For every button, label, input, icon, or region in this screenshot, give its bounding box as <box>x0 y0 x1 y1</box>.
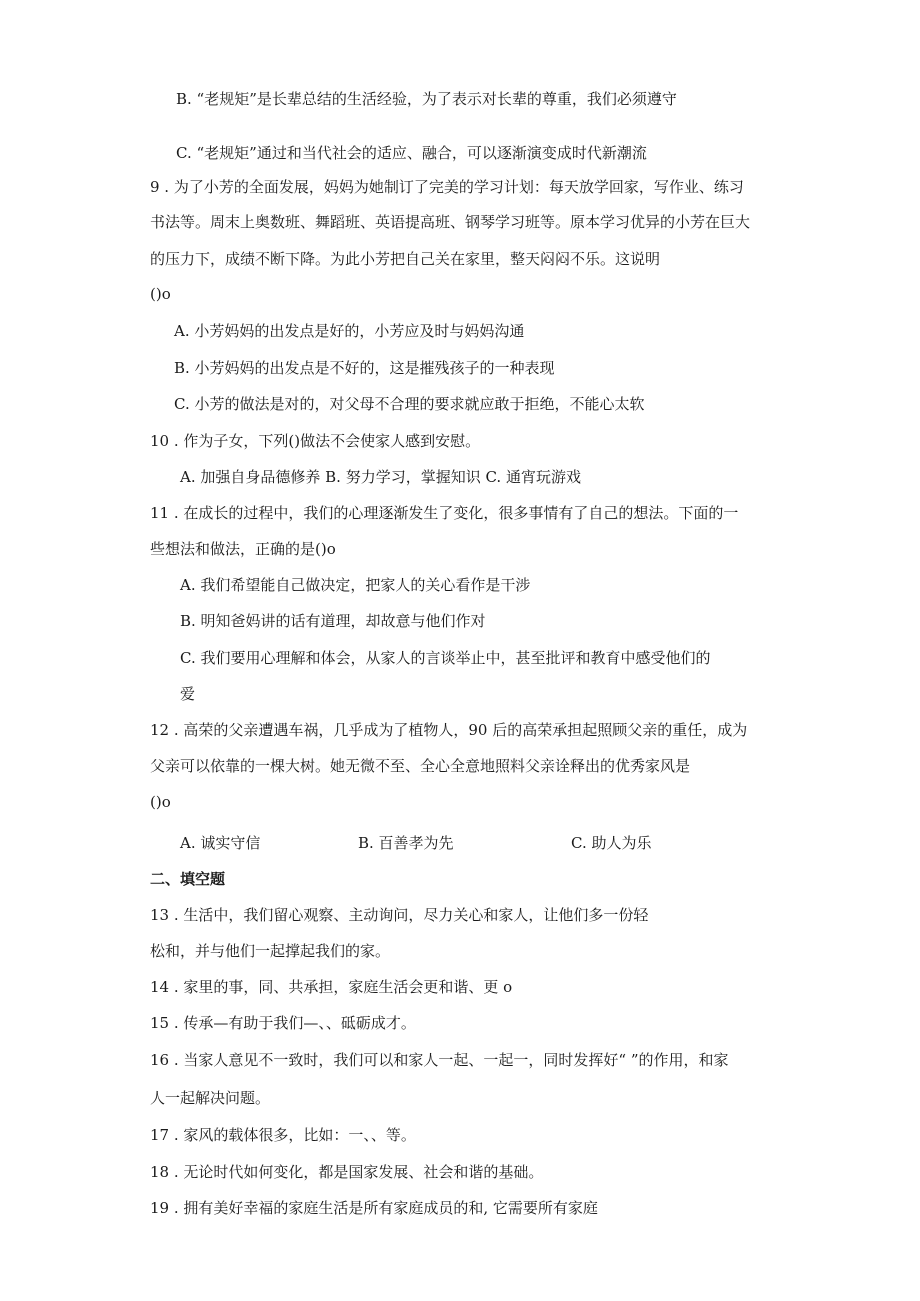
q12-stem-line1: 12 . 高荣的父亲遭遇车祸，几乎成为了植物人，90 后的高荣承担起照顾父亲的重任，成为 <box>150 721 748 739</box>
q10-stem: 10 . 作为子女，下列()做法不会使家人感到安慰。 <box>150 432 481 450</box>
q9-option-c: C. 小芳的做法是对的，对父母不合理的要求就应敢于拒绝，不能心太软 <box>174 395 645 413</box>
q15-line1: 15 . 传承—有助于我们—、、砥砺成才。 <box>150 1014 416 1032</box>
q18-line1: 18 . 无论时代如何变化，都是国家发展、社会和谐的基础。 <box>150 1163 544 1181</box>
section-heading-fill-in: 二、填空题 <box>150 870 226 888</box>
q12-option-b: B. 百善孝为先 <box>358 834 454 852</box>
q14-line1: 14 . 家里的事，同、共承担，家庭生活会更和谐、更 o <box>150 978 513 996</box>
q9-option-b: B. 小芳妈妈的出发点是不好的，这是摧残孩子的一种表现 <box>174 359 555 377</box>
q9-option-a: A. 小芳妈妈的出发点是好的，小芳应及时与妈妈沟通 <box>174 322 525 340</box>
q12-option-a: A. 诚实守信 <box>180 834 261 852</box>
q11-option-c-cont: 爱 <box>180 685 196 703</box>
q17-line1: 17 . 家风的载体很多，比如：一、、等。 <box>150 1126 416 1144</box>
q16-line1: 16 . 当家人意见不一致时，我们可以和家人一起、一起一，同时发挥好“ ”的作用，和家 <box>150 1051 729 1069</box>
q8-option-c: C. “老规矩”通过和当代社会的适应、融合，可以逐渐演变成时代新潮流 <box>176 144 647 162</box>
q11-option-c: C. 我们要用心理解和体会，从家人的言谈举止中，甚至批评和教育中感受他们的 <box>180 649 711 667</box>
q12-stem-line3: ()o <box>150 793 171 811</box>
q11-stem-line2: 些想法和做法，正确的是()o <box>150 540 336 558</box>
q9-stem-line4: ()o <box>150 285 171 303</box>
q16-line2: 人一起解决问题。 <box>150 1089 271 1107</box>
q12-option-c: C. 助人为乐 <box>571 834 652 852</box>
q19-line1: 19 . 拥有美好幸福的家庭生活是所有家庭成员的和, 它需要所有家庭 <box>150 1199 598 1217</box>
q9-stem-line1: 9 . 为了小芳的全面发展，妈妈为她制订了完美的学习计划：每天放学回家，写作业、练习 <box>150 178 744 196</box>
q9-stem-line3: 的压力下，成绩不断下降。为此小芳把自己关在家里，整天闷闷不乐。这说明 <box>150 250 661 268</box>
q13-line2: 松和，并与他们一起撑起我们的家。 <box>150 942 391 960</box>
q13-line1: 13 . 生活中，我们留心观察、主动询问，尽力关心和家人，让他们多一份轻 <box>150 906 649 924</box>
q9-stem-line2: 书法等。周末上奥数班、舞蹈班、英语提高班、钢琴学习班等。原本学习优异的小芳在巨大 <box>150 213 751 231</box>
q10-options: A. 加强自身品德修养 B. 努力学习，掌握知识 C. 通宵玩游戏 <box>180 468 581 486</box>
q11-option-a: A. 我们希望能自己做决定，把家人的关心看作是干涉 <box>180 576 531 594</box>
q8-option-b: B. “老规矩”是长辈总结的生活经验，为了表示对长辈的尊重，我们必须遵守 <box>176 90 677 108</box>
q11-option-b: B. 明知爸妈讲的话有道理，却故意与他们作对 <box>180 612 486 630</box>
q11-stem-line1: 11 . 在成长的过程中，我们的心理逐渐发生了变化，很多事情有了自己的想法。下面的一 <box>150 504 739 522</box>
q12-stem-line2: 父亲可以依靠的一棵大树。她无微不至、全心全意地照料父亲诠释出的优秀家风是 <box>150 757 691 775</box>
